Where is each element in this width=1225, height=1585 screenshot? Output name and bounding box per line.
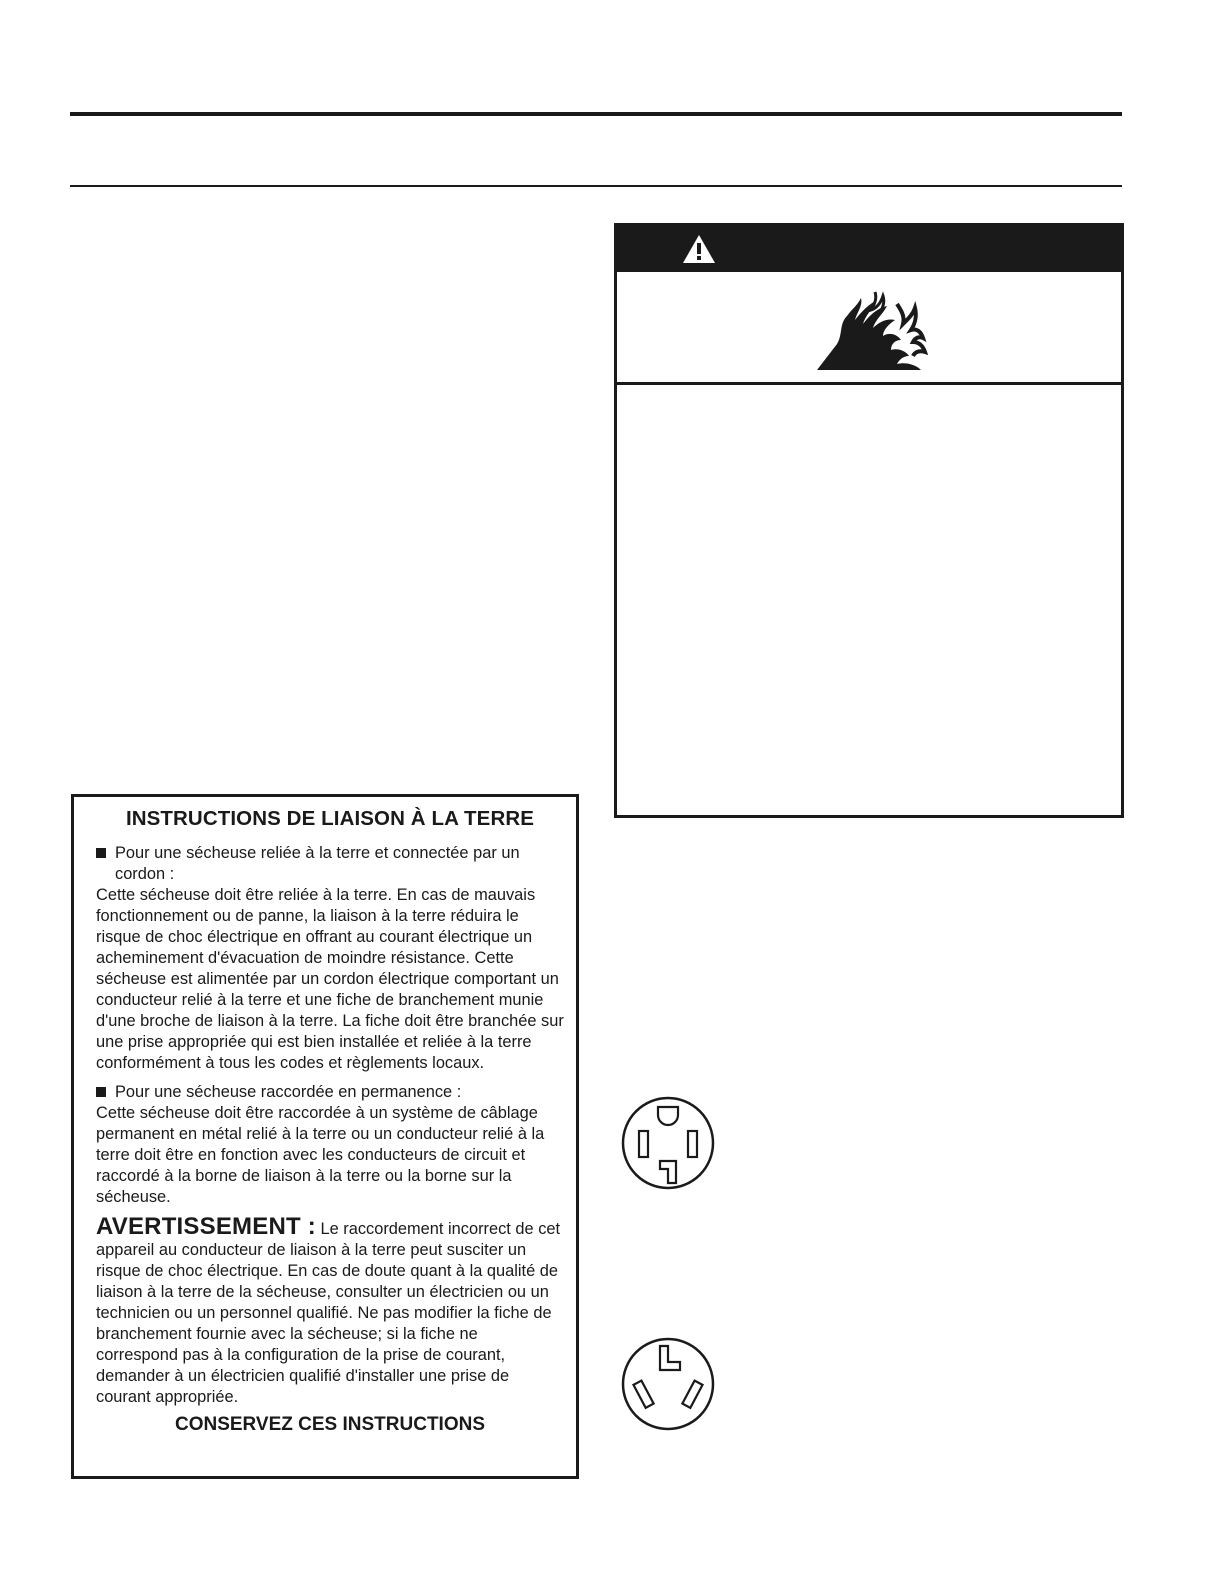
warning-header-bar (617, 226, 1121, 272)
grounding-item1-bullet-text: Pour une sécheuse reliée à la terre et connectée par un (115, 844, 520, 862)
warning-pictogram-area (617, 272, 1121, 385)
grounding-item2-body: Cette sécheuse doit être raccordée à un système de câblage permanent en métal relié à la terre ou un conducteur relié à la terre doit être en fonction avec les conducteurs de circuit et raccordé à la borne de liaison à la terre ou la borne sur la sécheuse. (96, 1104, 545, 1206)
header-rule-top (70, 112, 1122, 116)
fire-hazard-flame-icon (813, 286, 931, 372)
grounding-instructions-box (71, 794, 579, 1479)
grounding-warning-label: AVERTISSEMENT : (96, 1213, 316, 1240)
grounding-warning (96, 1213, 564, 1408)
square-bullet-icon (96, 848, 106, 858)
4-wire-outlet-icon (620, 1095, 716, 1191)
grounding-item1-heading (96, 843, 564, 864)
warning-box (614, 223, 1124, 818)
grounding-item1-body: Cette sécheuse doit être reliée à la terre. En cas de mauvais fonctionnement ou de panne, la liaison à la terre réduira le risque de choc électrique en offrant au courant électrique un acheminement d'évacuation de moindre résistance. Cette sécheuse est alimentée par un cordon électrique comportant un conducteur relié à la terre et une fiche de branchement munie d'une broche de liaison à la terre. La fiche doit être branchée sur une prise appropriée qui est bien installée et reliée à la terre conformément à tous les codes et règlements locaux. (96, 886, 564, 1072)
grounding-warning-text: Le raccordement incorrect de cet appareil au conducteur de liaison à la terre peut susciter un risque de choc électrique. En cas de doute quant à la qualité de liaison à la terre de la sécheuse, consulter un électricien ou un technicien ou un personnel qualifié. Ne pas modifier la fiche de branchement fournie avec la sécheuse; si la fiche ne correspond pas à la configuration de la prise de courant, demander à un électricien qualifié d'installer une prise de courant appropriée. (96, 1220, 561, 1406)
grounding-item2-bullet-text: Pour une sécheuse raccordée en permanence : (115, 1083, 462, 1101)
grounding-item1-bullet-cont: cordon : (115, 865, 175, 883)
grounding-title: INSTRUCTIONS DE LIAISON À LA TERRE (125, 807, 535, 830)
3-wire-outlet-icon (620, 1336, 716, 1432)
warning-triangle-icon (681, 233, 717, 265)
header-rule-bottom (70, 185, 1122, 187)
grounding-footer: CONSERVEZ CES INSTRUCTIONS (174, 1414, 486, 1435)
square-bullet-icon (96, 1087, 106, 1097)
grounding-item2-heading (96, 1082, 564, 1103)
